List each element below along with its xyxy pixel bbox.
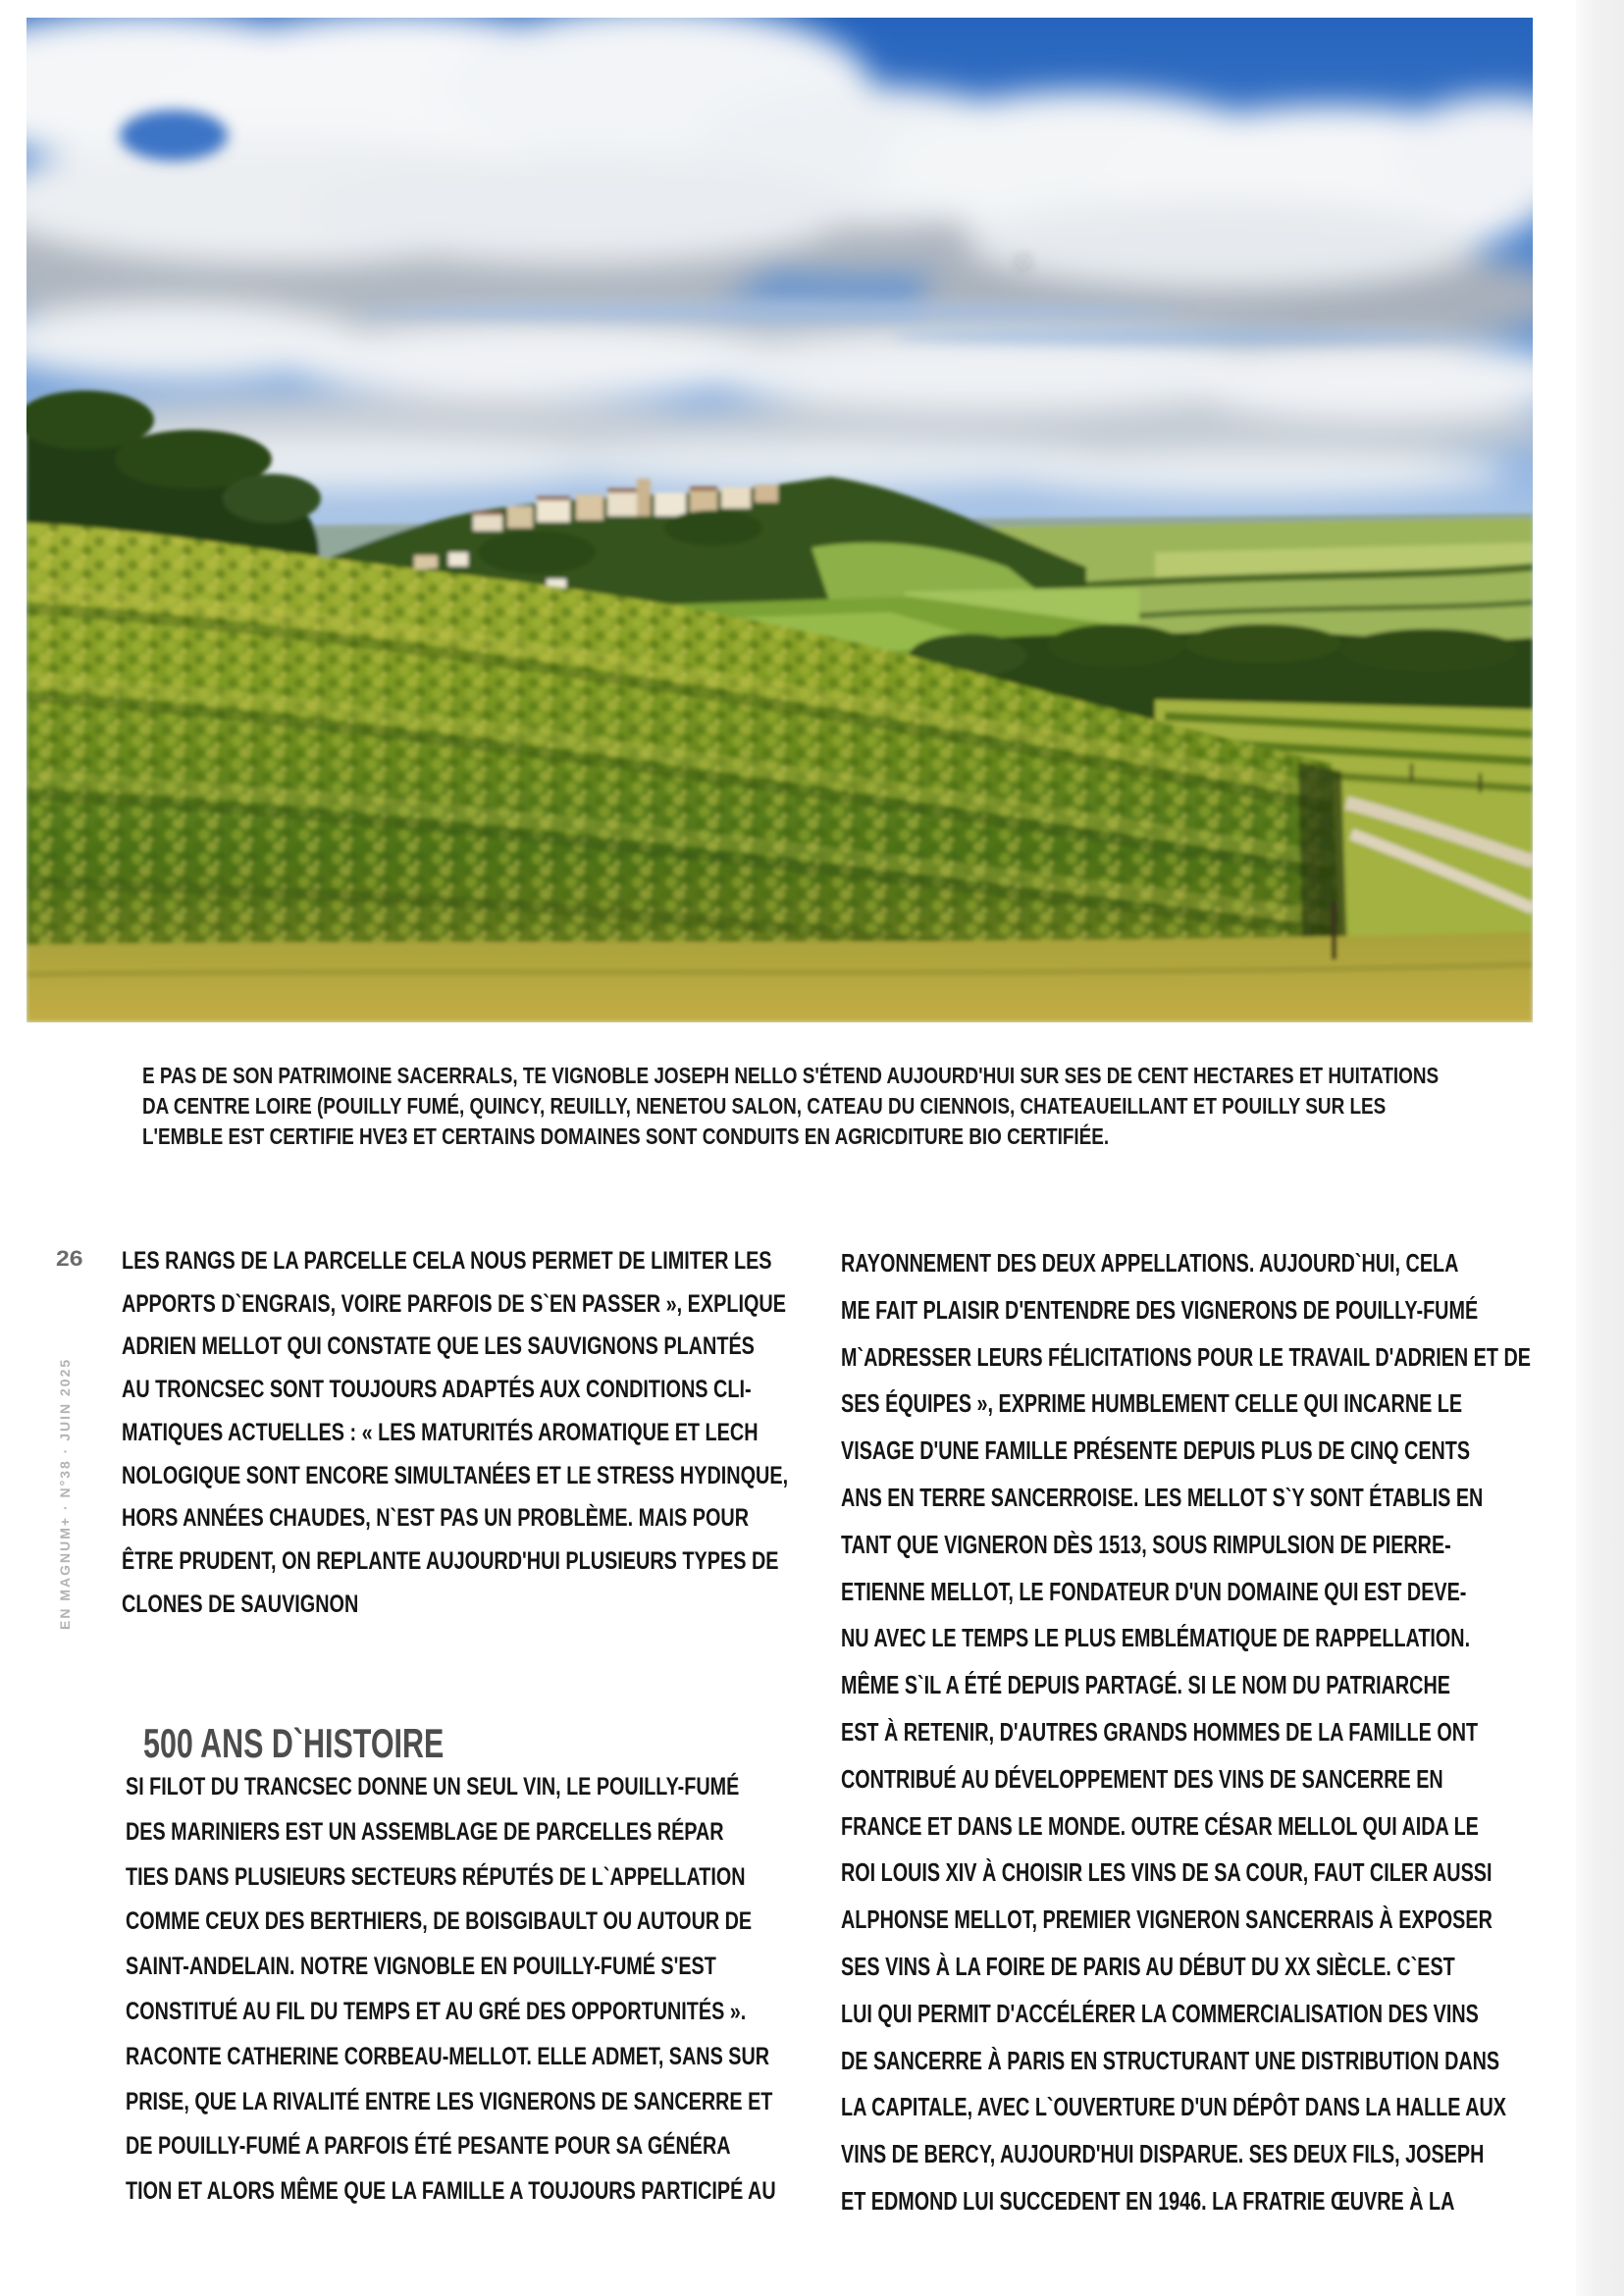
body-line: TANT QUE VIGNERON DÈS 1513, SOUS RIMPULSION DE PIERRE- <box>841 1529 1451 1559</box>
page-number: 26 <box>56 1246 83 1271</box>
body-line: LUI QUI PERMIT D'ACCÉLÉRER LA COMMERCIALISATION DES VINS <box>841 1998 1479 2028</box>
body-line: HORS ANNÉES CHAUDES, N`EST PAS UN PROBLÈME. MAIS POUR <box>122 1504 750 1533</box>
body-line: CONTRIBUÉ AU DÉVELOPPEMENT DES VINS DE SANCERRE EN <box>841 1763 1443 1794</box>
section-body <box>126 1765 776 2215</box>
intro-column <box>122 1240 788 1626</box>
body-line: DE POUILLY-FUMÉ A PARFOIS ÉTÉ PESANTE POUR SA GÉNÉRA <box>126 2132 731 2161</box>
body-line: SI FILOT DU TRANCSEC DONNE UN SEUL VIN, LE POUILLY-FUMÉ <box>126 1773 740 1800</box>
body-line: LA CAPITALE, AVEC L`OUVERTURE D'UN DÉPÔT DANS LA HALLE AUX <box>841 2092 1507 2122</box>
body-line: MATIQUES ACTUELLES : « LES MATURITÉS AROMATIQUE ET LECH <box>122 1418 759 1446</box>
section-heading: 500 ANS D`HISTOIRE <box>143 1720 445 1766</box>
body-line: EST À RETENIR, D'AUTRES GRANDS HOMMES DE LA FAMILLE ONT <box>841 1716 1479 1747</box>
body-line: ÊTRE PRUDENT, ON REPLANTE AUJOURD'HUI PLUSIEURS TYPES DE <box>122 1546 779 1575</box>
body-line: DES MARINIERS EST UN ASSEMBLAGE DE PARCELLES RÉPAR <box>126 1817 724 1846</box>
folio: EN MAGNUM+ · N°38 · JUIN 2025 <box>57 1357 73 1630</box>
page-edge <box>1576 0 1624 2296</box>
body-line: ME FAIT PLAISIR D'ENTENDRE DES VIGNERONS DE POUILLY-FUMÉ <box>841 1294 1479 1325</box>
body-line: ANS EN TERRE SANCERROISE. LES MELLOT S`Y SONT ÉTABLIS EN <box>841 1482 1484 1512</box>
right-column <box>841 1240 1531 2225</box>
body-line: ADRIEN MELLOT QUI CONSTATE QUE LES SAUVIGNONS PLANTÉS <box>122 1332 755 1361</box>
caption-line: DA CENTRE LOIRE (POUILLY FUMÉ, QUINCY, REUILLY, NENETOU SALON, CATEAU DU CIENNOIS, CHATEAUEILLANT ET POUILLY SUR LES <box>142 1093 1387 1119</box>
body-line: SES VINS À LA FOIRE DE PARIS AU DÉBUT DU XX SIÈCLE. C`EST <box>841 1951 1455 1981</box>
body-line: SAINT-ANDELAIN. NOTRE VIGNOBLE EN POUILLY-FUMÉ S'EST <box>126 1953 716 1981</box>
body-line: VISAGE D'UNE FAMILLE PRÉSENTE DEPUIS PLUS DE CINQ CENTS <box>841 1435 1471 1466</box>
body-line: COMME CEUX DES BERTHIERS, DE BOISGIBAULT OU AUTOUR DE <box>126 1907 753 1936</box>
body-line: SES ÉQUIPES », EXPRIME HUMBLEMENT CELLE QUI INCARNE LE <box>841 1388 1463 1419</box>
body-line: PRISE, QUE LA RIVALITÉ ENTRE LES VIGNERONS DE SANCERRE ET <box>126 2087 773 2115</box>
body-line: AU TRONCSEC SONT TOUJOURS ADAPTÉS AUX CONDITIONS CLI- <box>122 1376 752 1404</box>
foreground-grass <box>26 932 1533 1022</box>
body-line: VINS DE BERCY, AUJOURD'HUI DISPARUE. SES DEUX FILS, JOSEPH <box>841 2139 1485 2169</box>
body-line: M`ADRESSER LEURS FÉLICITATIONS POUR LE TRAVAIL D'ADRIEN ET DE <box>841 1341 1531 1372</box>
body-line: NOLOGIQUE SONT ENCORE SIMULTANÉES ET LE STRESS HYDINQUE, <box>122 1461 789 1489</box>
photo-caption <box>142 1061 1439 1152</box>
body-line: RACONTE CATHERINE CORBEAU-MELLOT. ELLE ADMET, SANS SUR <box>126 2042 770 2070</box>
vineyard-photo <box>26 18 1533 1022</box>
body-line: CONSTITUÉ AU FIL DU TEMPS ET AU GRÉ DES OPPORTUNITÉS ». <box>126 1997 747 2025</box>
caption-line: E PAS DE SON PATRIMOINE SACERRALS, TE VIGNOBLE JOSEPH NELLO S'ÉTEND AUJOURD'HUI SUR SES DE CENT HECTARES ET HUITATIONS <box>142 1063 1440 1088</box>
body-line: FRANCE ET DANS LE MONDE. OUTRE CÉSAR MELLOL QUI AIDA LE <box>841 1810 1479 1841</box>
body-line: APPORTS D`ENGRAIS, VOIRE PARFOIS DE S`EN PASSER », EXPLIQUE <box>122 1289 786 1318</box>
body-line: MÊME S`IL A ÉTÉ DEPUIS PARTAGÉ. SI LE NOM DU PATRIARCHE <box>841 1670 1450 1700</box>
body-line: TIES DANS PLUSIEURS SECTEURS RÉPUTÉS DE L`APPELLATION <box>126 1862 746 1891</box>
caption-line: L'EMBLE EST CERTIFIE HVE3 ET CERTAINS DOMAINES SONT CONDUITS EN AGRICDITURE BIO CERTIFIÉE. <box>142 1123 1110 1149</box>
body-line: LES RANGS DE LA PARCELLE CELA NOUS PERMET DE LIMITER LES <box>122 1247 772 1275</box>
body-line: CLONES DE SAUVIGNON <box>122 1590 359 1618</box>
body-line: DE SANCERRE À PARIS EN STRUCTURANT UNE DISTRIBUTION DANS <box>841 2045 1500 2075</box>
body-line: RAYONNEMENT DES DEUX APPELLATIONS. AUJOURD`HUI, CELA <box>841 1248 1459 1278</box>
body-line: NU AVEC LE TEMPS LE PLUS EMBLÉMATIQUE DE RAPPELLATION. <box>841 1623 1471 1653</box>
body-line: TION ET ALORS MÊME QUE LA FAMILLE A TOUJOURS PARTICIPÉ AU <box>126 2177 776 2206</box>
body-line: ALPHONSE MELLOT, PREMIER VIGNERON SANCERRAIS À EXPOSER <box>841 1905 1493 1935</box>
body-line: ROI LOUIS XIV À CHOISIR LES VINS DE SA COUR, FAUT CILER AUSSI <box>841 1857 1493 1888</box>
body-line: ET EDMOND LUI SUCCEDENT EN 1946. LA FRATRIE ŒUVRE À LA <box>841 2185 1455 2216</box>
body-line: ETIENNE MELLOT, LE FONDATEUR D'UN DOMAINE QUI EST DEVE- <box>841 1576 1467 1606</box>
